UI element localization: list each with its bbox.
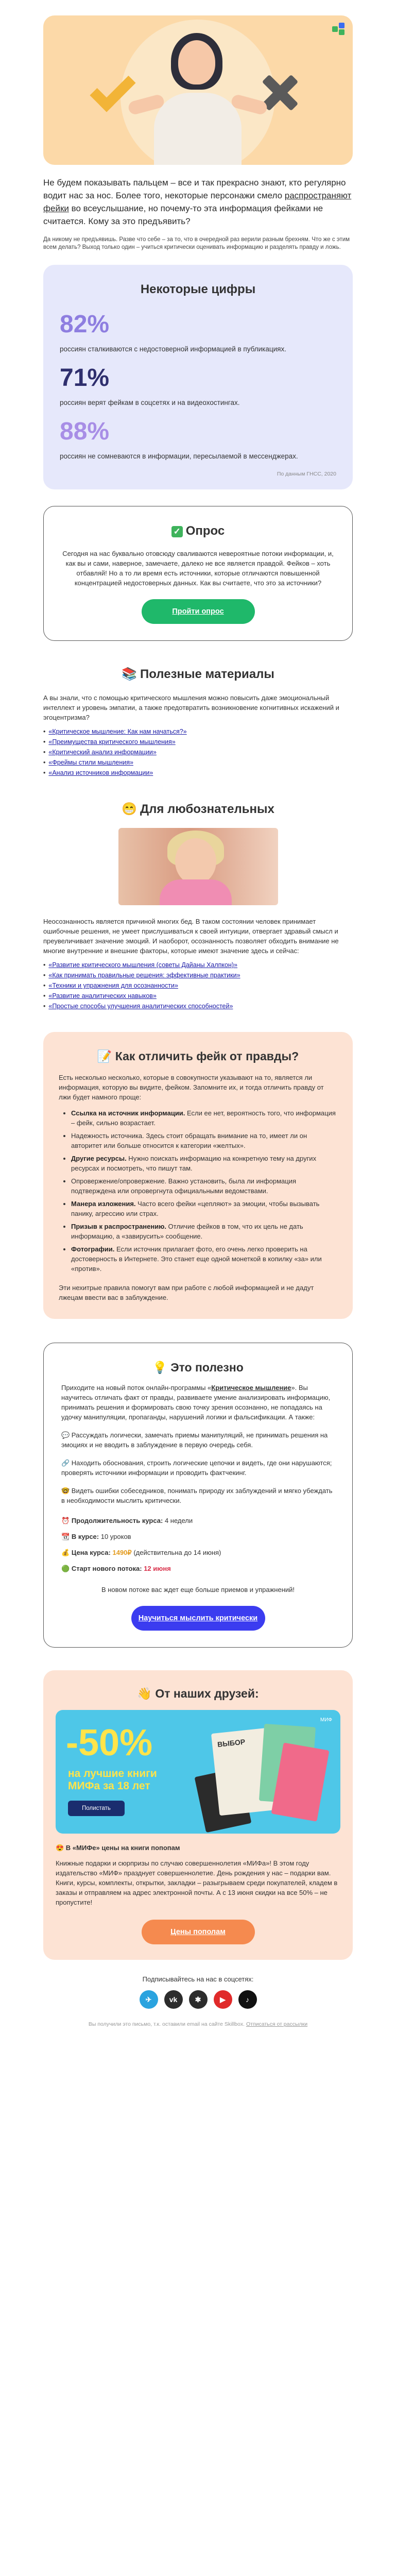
tip-text: Отличие фейков в том, что их цель не дать информацию, а «завирусить» сообщение. (71, 1223, 303, 1240)
promo-banner[interactable] (56, 1710, 340, 1834)
books-icon: 📚 (122, 667, 137, 681)
memo-icon: 📝 (97, 1049, 112, 1063)
list-item (71, 1199, 337, 1218)
fake-outro: Эти нехитрые правила помогут вам при работе с любой информацией и не дадут лжецам ввести вас в заблуждение. (59, 1284, 314, 1301)
brand-logo-icon (332, 23, 346, 36)
woman-head (178, 40, 215, 84)
unsubscribe-link[interactable]: Отписаться от рассылки (246, 2021, 308, 2027)
course-benefit: 🤓 Видеть ошибки собеседников, понимать природу их заблуждений и мягко убеждать в необходимости мыслить критически. (61, 1487, 333, 1504)
useful-links (43, 726, 353, 778)
partners-title-text: От наших друзей: (155, 1687, 259, 1700)
meta-label: Продолжительность курса: (71, 1517, 163, 1524)
dzen-icon[interactable]: ✱ (189, 1990, 208, 2009)
course-duration (61, 1516, 335, 1526)
tip-text: Надежность источника. Здесь стоит обращать внимание на то, имеет ли он авторитет или больше относится к категории «желтых». (71, 1132, 307, 1149)
curious-link[interactable]: «Техники и упражнения для осознанности» (48, 982, 178, 989)
meta-value: 10 уроков (100, 1533, 131, 1540)
course-benefit: 💬 Рассуждать логически, замечать приемы манипуляций, не принимать решения на эмоциях и не вводить в заблуждение в первую очередь себя. (61, 1431, 328, 1449)
list-item (71, 1176, 337, 1196)
legal-text (43, 2021, 353, 2027)
stat-item (60, 364, 336, 408)
meta-value: 1490₽ (112, 1549, 132, 1556)
curious-title-text: Для любознательных (140, 802, 274, 816)
stat-value: 71% (60, 364, 110, 392)
course-name-link[interactable]: Критическое мышление (211, 1384, 291, 1392)
useful-link[interactable]: «Критический анализ информации» (48, 749, 157, 756)
woman-body (154, 93, 242, 165)
list-item (43, 747, 353, 757)
hero-illustration (43, 15, 353, 165)
meta-note: (действительна до 14 июня) (133, 1549, 221, 1556)
stat-text: россиян верят фейкам в соцсетях и на видеохостингах. (60, 399, 240, 406)
partners-button-wrap (56, 1907, 340, 1944)
list-item (43, 737, 353, 747)
stat-text: россиян сталкиваются с недостоверной информацией в публикациях. (60, 345, 286, 353)
list-item (43, 960, 353, 970)
poll-text: Сегодня на нас буквально отовсюду сваливаются невероятные потоки информации, и, как вы и сами, наверное, замечаете, далеко не все является правдой. Фейков – хоть отбавляй! Но а то ли время есть источники, которые отличаются повышенной концентрацией недостоверных данных. Как вы считаете, что это за источники? (62, 550, 334, 587)
list-item (71, 1222, 337, 1241)
stats-card (43, 265, 353, 489)
useful-title (43, 667, 353, 682)
tip-term: Другие ресурсы. (71, 1155, 127, 1162)
poll-title (61, 524, 335, 538)
tip-term: Ссылка на источник информации. (71, 1109, 185, 1117)
stat-item (60, 417, 336, 462)
take-poll-button[interactable]: Пройти опрос (142, 599, 255, 624)
tip-text: Если источник прилагает фото, его очень легко проверить на достоверность в Интернете. Это станет еще одной монеткой в копилку «за» или «против». (71, 1245, 322, 1273)
tip-term: Манера изложения. (71, 1200, 136, 1208)
banner-line: МИФа за 18 лет (68, 1780, 150, 1792)
list-item (43, 970, 353, 980)
calendar-icon: 📆 (61, 1533, 70, 1540)
curious-link[interactable]: «Развитие критического мышления (советы Дайаны Халпкон)» (48, 961, 238, 969)
course-intro (61, 1383, 335, 1422)
intro-text-part: Не будем показывать пальцем – все и так прекрасно знают, кто регулярно водит нас за нос. Более того, некоторые персонажи смело (43, 178, 346, 200)
stats-title: Некоторые цифры (140, 282, 256, 296)
legal-text-part: Вы получили это письмо, т.к. оставили email на сайте Skillbox. (88, 2021, 246, 2027)
bulb-icon: 💡 (152, 1361, 167, 1374)
course-intro-part: ». Вы научитесь отличать факт от правды, развиваете умение анализировать информацию, принимать решения и формировать свою точку зрения осознанно, не попадаясь на удочку манипуляции, пропаганды, нарушений логики и фальсификации. А также: (61, 1384, 331, 1421)
course-title-text: Это полезно (170, 1361, 244, 1374)
stat-value: 88% (60, 418, 110, 445)
fake-title (59, 1049, 337, 1063)
banner-line: на лучшие книги (68, 1768, 157, 1780)
banner-text (68, 1768, 157, 1792)
banner-brand: МИФ (320, 1717, 332, 1723)
youtube-icon[interactable]: ▶ (214, 1990, 232, 2009)
useful-materials-section (43, 667, 353, 778)
stat-text: россиян не сомневаются в информации, пересылаемой в мессенджерах. (60, 452, 298, 460)
telegram-icon[interactable]: ✈ (140, 1990, 158, 2009)
poll-card (43, 506, 353, 641)
useful-link[interactable]: «Фреймы стили мышления» (48, 759, 133, 766)
intro-note: Да никому не предъявишь. Разве что себе – за то, что в очередной раз верили разным брехням. Что же с этим всем делать? Выход только один – учиться критически оценивать информацию и разделять правду и ложь. (43, 236, 350, 250)
course-intro-part: Приходите на новый поток онлайн-программы « (61, 1384, 212, 1392)
photo-shirt (160, 879, 232, 905)
curious-text: Неосознанность является причиной многих бед. В таком состоянии человек принимает ошибочные решения, не умеет прислушиваться к своей интуиции, отвергает здравый смысл и преувеличивает значение эмоций. И наоборот, осознанность позволяет обходить внимание не многие внутренние и внешние факторы, которые имеют значение здесь и сейчас: (43, 918, 339, 955)
half-price-button[interactable]: Цены пополам (142, 1920, 255, 1944)
tip-text: Опровержение/опровержение. Важно установить, была ли информация подтверждена или опровергнута официальными ведомствами. (71, 1177, 297, 1195)
useful-text: А вы знали, что с помощью критического мышления можно повысить даже эмоциональный интеллект и уровень эмпатии, а также предотвратить возникновение когнитивных искажений и эгоцентризма? (43, 694, 339, 721)
clock-icon: ⏰ (61, 1517, 70, 1524)
fake-title-text: Как отличить фейк от правды? (115, 1049, 299, 1063)
useful-link[interactable]: «Анализ источников информации» (48, 769, 153, 776)
course-card (43, 1343, 353, 1648)
smile-icon: 😁 (122, 802, 137, 816)
stat-item (60, 310, 336, 354)
list-item (43, 980, 353, 991)
partners-text: Книжные подарки и сюрпризы по случаю совершеннолетия «МИФа»! В этом году издательство «МИФ» празднует совершеннолетие. День рождения у нас – подарки вам. Книги, курсы, комплекты, открытки, закладки – разыгрываем среди покупателей, кладем в заказы и отправляем на адрес электронной почты. А с 13 июня скидки на все 50% – не пропустите! (56, 1859, 338, 1906)
list-item (71, 1244, 337, 1274)
footer (43, 1975, 353, 2040)
course-meta (61, 1516, 335, 1573)
list-item (43, 726, 353, 737)
tip-text: Нужно поискать информацию на конкретную тему на других ресурсах и посмотреть, что пишут там. (71, 1155, 317, 1172)
meta-label: В курсе: (71, 1533, 99, 1540)
curious-link[interactable]: «Простые способы улучшения аналитических способностей» (48, 1003, 233, 1010)
useful-title-text: Полезные материалы (140, 667, 274, 681)
check-box-icon: ✓ (171, 526, 183, 537)
tip-term: Призыв к распространению. (71, 1223, 166, 1230)
meta-label: Цена курса: (71, 1549, 111, 1556)
book-title: ВЫБОР (217, 1737, 246, 1749)
list-item (71, 1108, 337, 1128)
meta-value: 4 недели (164, 1517, 193, 1524)
course-closing: В новом потоке вас ждет еще больше приемов и упражнений! (101, 1586, 295, 1594)
banner-browse-button[interactable]: Полистать (68, 1801, 125, 1816)
intro-text-part: во всеуслышание, но почему-то эта информация фейками не считается. Кому за это предъявить? (43, 204, 323, 226)
fake-detection-card (43, 1032, 353, 1319)
tip-text: Часто всего фейки «цепляют» за эмоции, чтобы вызывать панику, агрессию или страх. (71, 1200, 320, 1217)
child-photo (118, 828, 278, 905)
curious-link[interactable]: «Развитие аналитических навыков» (48, 992, 157, 999)
list-item (43, 757, 353, 768)
stat-value: 82% (60, 311, 110, 338)
subscribe-text: Подписывайтесь на нас в соцсетях: (142, 1975, 254, 1983)
curious-section (43, 802, 353, 1011)
list-item (43, 1001, 353, 1011)
meta-label: Старт нового потока: (71, 1565, 142, 1572)
learn-critical-thinking-button[interactable]: Научиться мыслить критически (131, 1606, 265, 1631)
list-item (43, 768, 353, 778)
course-benefit: 🔗 Находить обоснования, строить логические цепочки и видеть, где они нарушаются; проверять источники информации и проводить фактчекинг. (61, 1459, 332, 1477)
useful-link[interactable]: «Преимущества критического мышления» (48, 738, 176, 745)
tip-term: Фотографии. (71, 1245, 115, 1253)
curious-link[interactable]: «Как принимать правильные решения: эффективные практики» (48, 972, 240, 979)
list-item (71, 1154, 337, 1173)
curious-links (43, 960, 353, 1011)
course-start (61, 1564, 335, 1573)
course-price (61, 1548, 335, 1557)
curious-title (43, 802, 353, 817)
stats-source: По данным ГНСС, 2020 (277, 471, 336, 477)
tip-text: Если ее нет, вероятность того, что информация – фейк, сильно возрастает. (71, 1109, 336, 1127)
banner-discount: -50% (66, 1722, 153, 1764)
intro-text (43, 176, 353, 228)
fake-intro: Есть несколько несколько, которые в совокупности указывают на то, является ли информация, которую вы видите, фейком. Запомните их, и тогда отличить правду от лжи будет намного проще: (59, 1074, 324, 1101)
photo-face (175, 838, 216, 885)
tiktok-icon[interactable]: ♪ (238, 1990, 257, 2009)
green-circle-icon: 🟢 (61, 1565, 70, 1572)
money-icon: 💰 (61, 1549, 70, 1556)
fake-tips-list (59, 1108, 337, 1274)
vk-icon[interactable]: vk (164, 1990, 183, 2009)
course-lessons (61, 1532, 335, 1541)
useful-link[interactable]: «Критическое мышление: Как нам начаться?» (48, 728, 187, 735)
partners-title (56, 1687, 340, 1701)
list-item (71, 1131, 337, 1150)
meta-value: 12 июня (144, 1565, 171, 1572)
partners-subhead: 😍 В «МИФе» цены на книги попопам (56, 1844, 180, 1852)
partners-card (43, 1670, 353, 1960)
poll-title-text: Опрос (185, 524, 225, 538)
course-button-wrap (61, 1595, 335, 1631)
social-links (43, 1990, 353, 2009)
course-title (61, 1361, 335, 1375)
wave-icon: 👋 (137, 1687, 152, 1700)
fakes-link[interactable]: распространяют фейки (43, 191, 352, 213)
list-item (43, 991, 353, 1001)
